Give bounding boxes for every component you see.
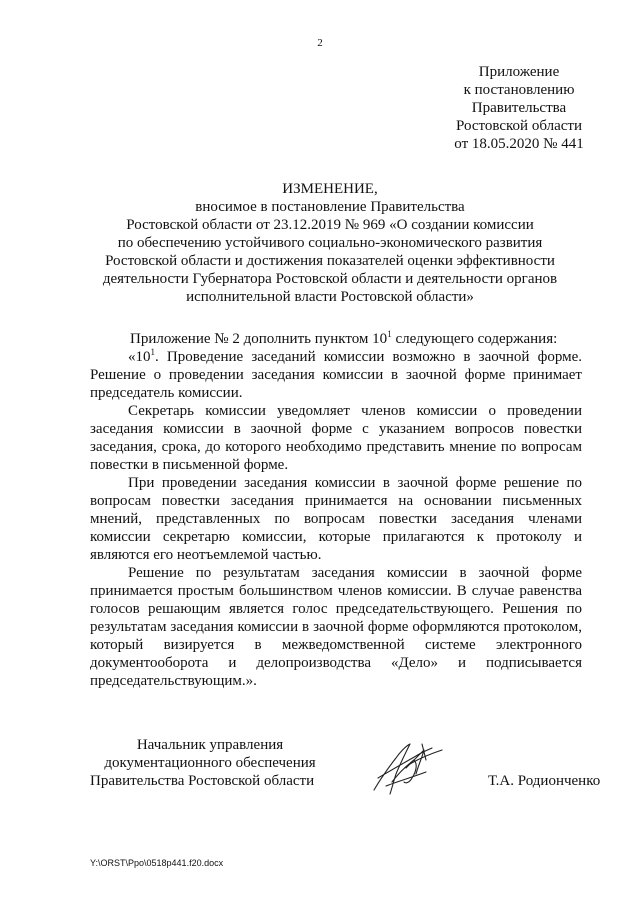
page-number: 2: [317, 37, 323, 49]
title-line: Ростовской области от 23.12.2019 № 969 «О создании комиссии: [126, 217, 534, 233]
signatory-position: [80, 736, 340, 790]
title-line: Ростовской области и достижения показателей оценки эффективности: [105, 253, 555, 269]
document-body: [90, 330, 582, 690]
intro-superscript: 1: [387, 329, 392, 339]
appendix-line: от 18.05.2020 № 441: [454, 136, 584, 152]
clause-text: . Проведение заседаний комиссии возможно в заочной форме. Решение о проведении заседания комиссии в заочной форме принимает председатель комиссии.: [90, 349, 582, 401]
file-path: Y:\ORST\Ppo\0518p441.f20.docx: [90, 858, 224, 868]
signatory-name: Т.А. Родионченко: [488, 773, 601, 789]
position-line: Правительства Ростовской области: [90, 773, 315, 789]
body-paragraph: Решение по результатам заседания комиссии в заочной форме принимается простым большинством членов комиссии. В случае равенства голосов решающим является голос председательствующего. Решения по результатам заседания комиссии в заочной форме оформляются протоколом, который визируется в межведомственной системе электронного документооборота и делопроизводства «Дело» и подписывается председательствующим.».: [90, 565, 582, 689]
title-line: деятельности Губернатора Ростовской области и деятельности органов: [102, 271, 558, 287]
appendix-line: Ростовской области: [456, 118, 582, 134]
position-line: документационного обеспечения: [104, 755, 316, 771]
handwritten-signature: [366, 738, 446, 798]
body-paragraph: При проведении заседания комиссии в заочной форме решение по вопросам повестки заседания принимается на основании письменных мнений, представленных по вопросам повестки заседания членами комиссии секретарю комиссии, которые прилагаются к протоколу и являются его неотъемлемой частью.: [90, 475, 582, 563]
appendix-line: Правительства: [471, 100, 567, 116]
clause-paragraph: [90, 348, 582, 402]
appendix-line: Приложение: [478, 64, 560, 80]
title-line: исполнительной власти Ростовской области»: [186, 289, 474, 305]
title-line: по обеспечению устойчивого социально-экономического развития: [117, 235, 543, 251]
body-paragraph: Секретарь комиссии уведомляет членов комиссии о проведении заседания комиссии в заочной форме с указанием вопросов повестки заседания, срока, до которого необходимо представить мнение по вопросам повестки в письменной форме.: [90, 403, 582, 473]
appendix-block: [400, 63, 638, 153]
title-heading: ИЗМЕНЕНИЕ,: [282, 181, 378, 197]
document-title: [60, 180, 600, 306]
appendix-line: к постановлению: [463, 82, 575, 98]
clause-superscript: 1: [150, 347, 155, 357]
clause-number: «10: [128, 349, 151, 365]
position-line: Начальник управления: [136, 737, 284, 753]
intro-paragraph: [90, 330, 582, 348]
intro-text-end: следующего содержания:: [391, 331, 558, 347]
title-line: вносимое в постановление Правительства: [195, 199, 465, 215]
intro-text: Приложение № 2 дополнить пунктом 10: [130, 331, 388, 347]
